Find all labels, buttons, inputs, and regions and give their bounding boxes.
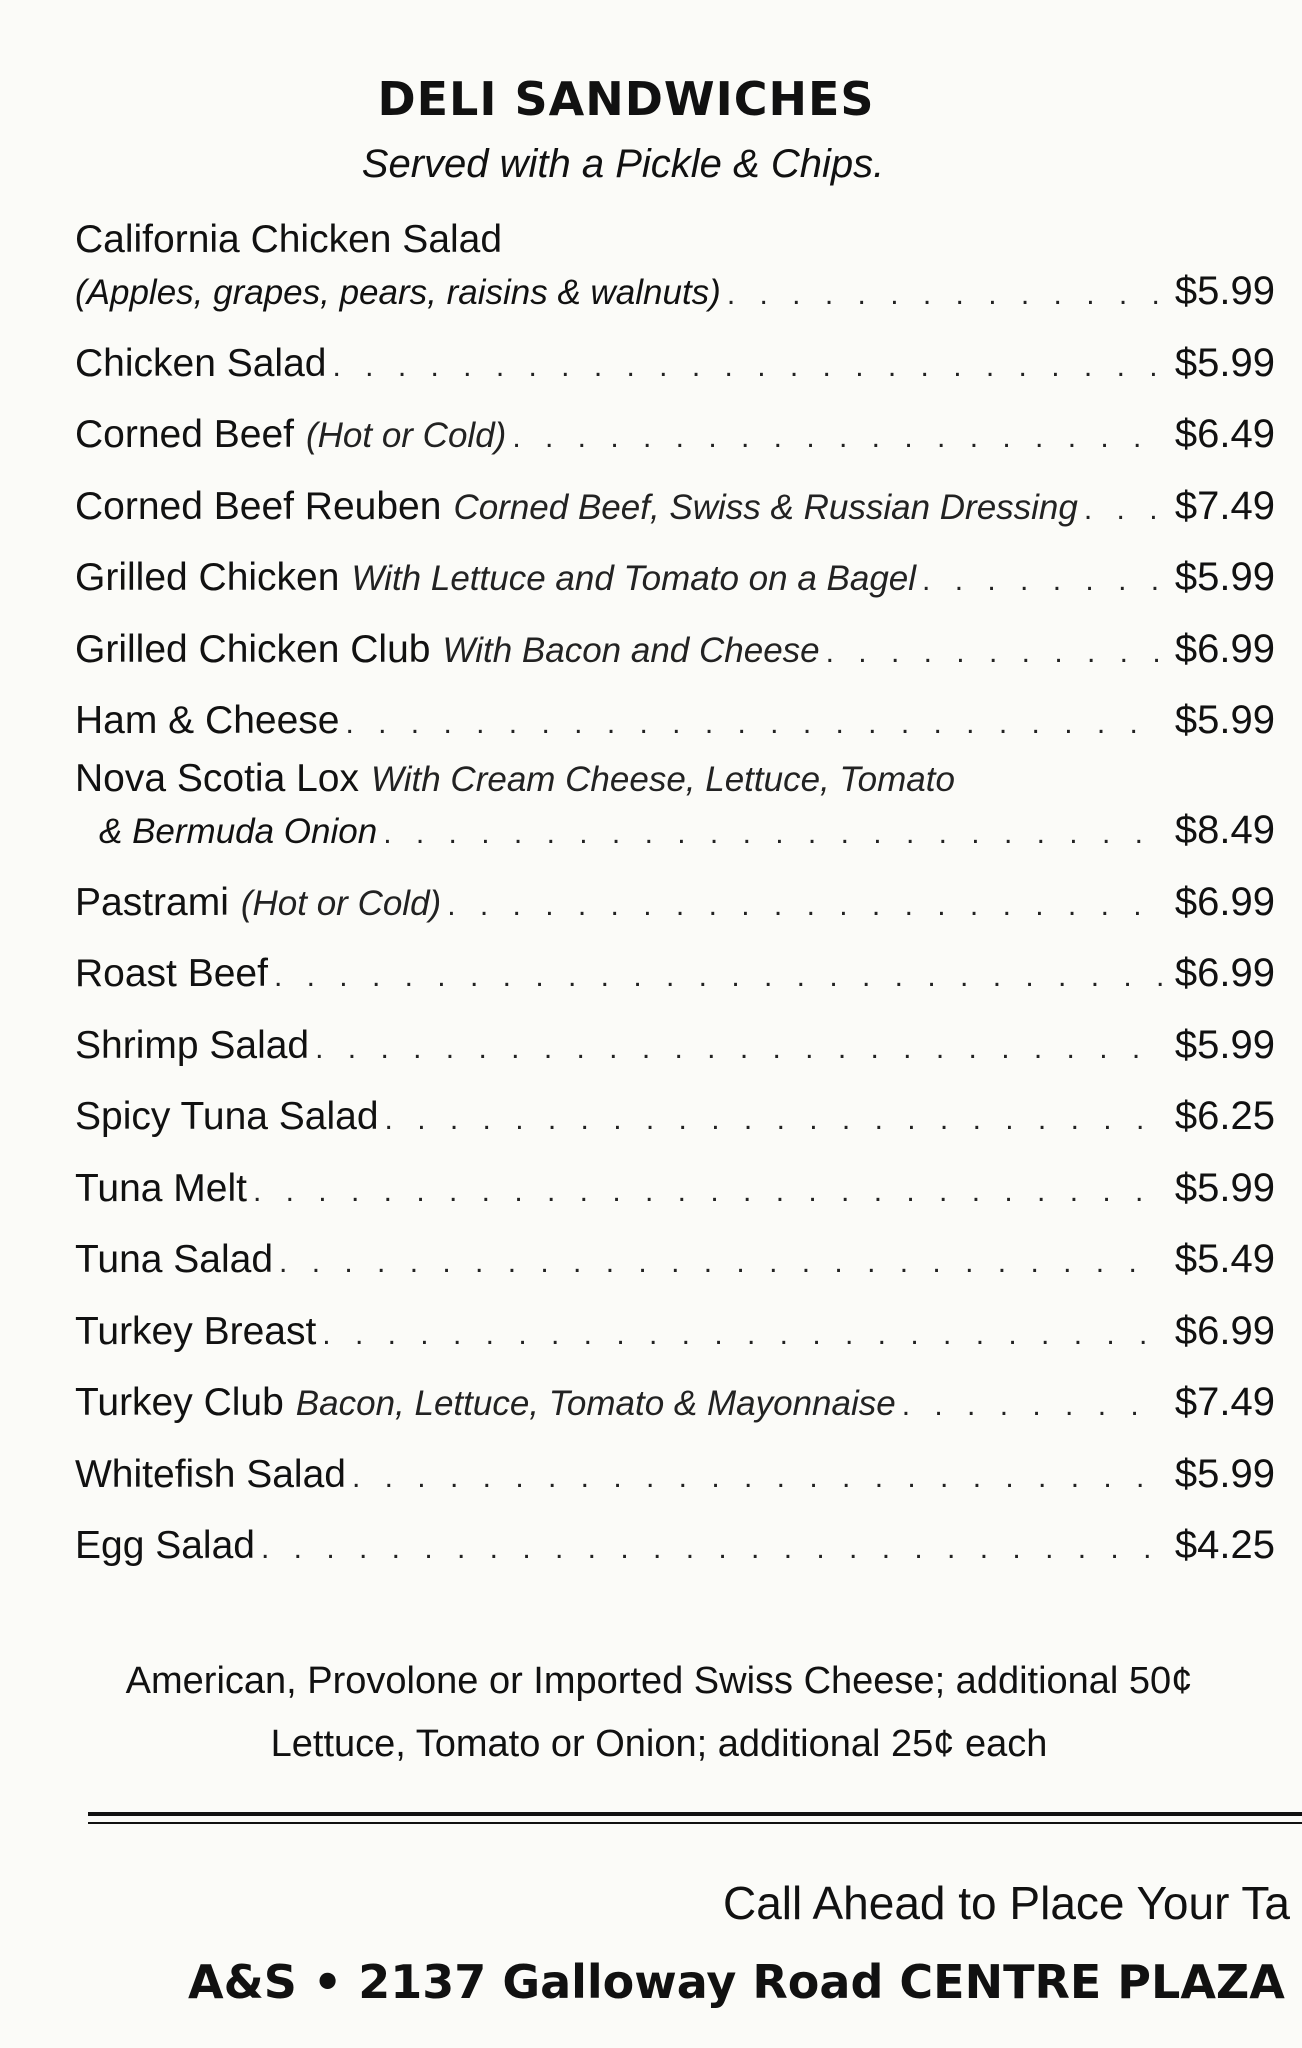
item-name: Grilled Chicken	[75, 556, 340, 599]
menu-item	[75, 935, 1275, 1007]
menu-item	[75, 1507, 1275, 1579]
menu-list	[75, 214, 1275, 1578]
item-name: Turkey Breast	[75, 1309, 317, 1353]
item-price: $6.99	[1174, 626, 1275, 671]
item-name: Tuna Melt	[75, 1166, 247, 1210]
menu-item	[75, 324, 1275, 396]
item-name: Whitefish Salad	[75, 1452, 346, 1496]
item-name: Tuna Salad	[75, 1238, 274, 1281]
item-description: (Hot or Cold)	[305, 416, 507, 455]
leader-dots	[315, 1032, 1163, 1066]
addons-note	[8, 1650, 1302, 1776]
menu-item	[75, 1149, 1275, 1221]
leader-dots	[352, 1461, 1163, 1495]
section-subtitle: Served with a Pickle & Chips.	[361, 142, 885, 186]
item-price: $5.99	[1174, 1022, 1275, 1067]
leader-dots	[279, 1246, 1163, 1280]
item-name: Corned Beef Reuben	[75, 484, 442, 528]
menu-item	[75, 1364, 1275, 1436]
item-name: Chicken Salad	[75, 341, 327, 385]
item-name: Turkey Club	[75, 1381, 284, 1424]
item-price: $6.25	[1174, 1094, 1275, 1138]
menu-item	[75, 682, 1275, 754]
item-name: Grilled Chicken Club	[75, 627, 431, 671]
item-price: $6.99	[1174, 879, 1275, 924]
menu-item	[75, 1221, 1275, 1293]
item-description: With Cream Cheese, Lettuce, Tomato	[371, 760, 955, 799]
menu-item	[75, 753, 1275, 863]
item-description: Corned Beef, Swiss & Russian Dressing	[453, 487, 1078, 527]
leader-dots	[261, 1532, 1163, 1566]
item-name: Ham & Cheese	[75, 699, 340, 742]
menu-item	[75, 1078, 1275, 1150]
item-price: $5.99	[1174, 340, 1275, 385]
leader-dots	[332, 350, 1162, 384]
item-price: $5.49	[1174, 1237, 1275, 1281]
menu-item	[75, 396, 1275, 468]
menu-item	[75, 1006, 1275, 1078]
item-name: California Chicken Salad	[75, 218, 503, 261]
item-name: Egg Salad	[75, 1524, 255, 1567]
item-price: $5.99	[1174, 269, 1275, 313]
leader-dots	[902, 1389, 1163, 1423]
menu-item	[75, 214, 1275, 324]
divider	[88, 1812, 1302, 1816]
leader-dots	[345, 707, 1162, 741]
leader-dots	[447, 889, 1163, 923]
item-name: Corned Beef	[75, 413, 294, 456]
leader-dots	[727, 278, 1163, 312]
item-price: $5.99	[1174, 1165, 1275, 1210]
item-price: $6.49	[1174, 412, 1275, 456]
item-description: Bacon, Lettuce, Tomato & Mayonnaise	[295, 1384, 896, 1423]
leader-dots	[383, 817, 1163, 851]
item-description: With Bacon and Cheese	[442, 630, 820, 670]
item-name: Nova Scotia Lox	[75, 757, 359, 800]
item-price: $5.99	[1174, 555, 1275, 599]
menu-item	[75, 1435, 1275, 1507]
restaurant-address: A&S • 2137 Galloway Road CENTRE PLAZA	[188, 1955, 1285, 2009]
item-price: $8.49	[1174, 808, 1275, 852]
divider	[88, 1822, 1302, 1824]
item-price: $6.99	[1174, 951, 1275, 995]
leader-dots	[512, 421, 1163, 455]
menu-item	[75, 539, 1275, 611]
addon-cheese: American, Provolone or Imported Swiss Cheese; additional 50¢	[125, 1660, 1193, 1702]
leader-dots	[253, 1175, 1163, 1209]
menu-item	[75, 467, 1275, 539]
leader-dots	[322, 1318, 1163, 1352]
item-price: $5.99	[1174, 1451, 1275, 1496]
leader-dots	[274, 960, 1163, 994]
item-name: Pastrami	[75, 880, 229, 924]
menu-item	[75, 1292, 1275, 1364]
item-description-continued: & Bermuda Onion	[99, 812, 378, 851]
item-name: Spicy Tuna Salad	[75, 1095, 379, 1138]
menu-item	[75, 863, 1275, 935]
item-price: $7.49	[1174, 1380, 1275, 1424]
leader-dots	[922, 564, 1163, 598]
item-price: $4.25	[1174, 1523, 1275, 1567]
section-title: DELI SANDWICHES	[377, 72, 875, 126]
addon-vegetables: Lettuce, Tomato or Onion; additional 25¢ each	[270, 1723, 1048, 1765]
leader-dots	[1084, 493, 1163, 527]
item-description: (Hot or Cold)	[240, 883, 442, 923]
menu-item	[75, 610, 1275, 682]
leader-dots	[385, 1103, 1163, 1137]
item-price: $6.99	[1174, 1308, 1275, 1353]
item-description: With Lettuce and Tomato on a Bagel	[351, 559, 917, 598]
item-name: Roast Beef	[75, 952, 268, 995]
item-description: (Apples, grapes, pears, raisins & walnuts)	[75, 273, 721, 312]
item-price: $5.99	[1174, 698, 1275, 742]
item-price: $7.49	[1174, 483, 1275, 528]
call-ahead-text: Call Ahead to Place Your Ta	[723, 1877, 1290, 1929]
item-name: Shrimp Salad	[75, 1023, 310, 1067]
leader-dots	[826, 636, 1163, 670]
